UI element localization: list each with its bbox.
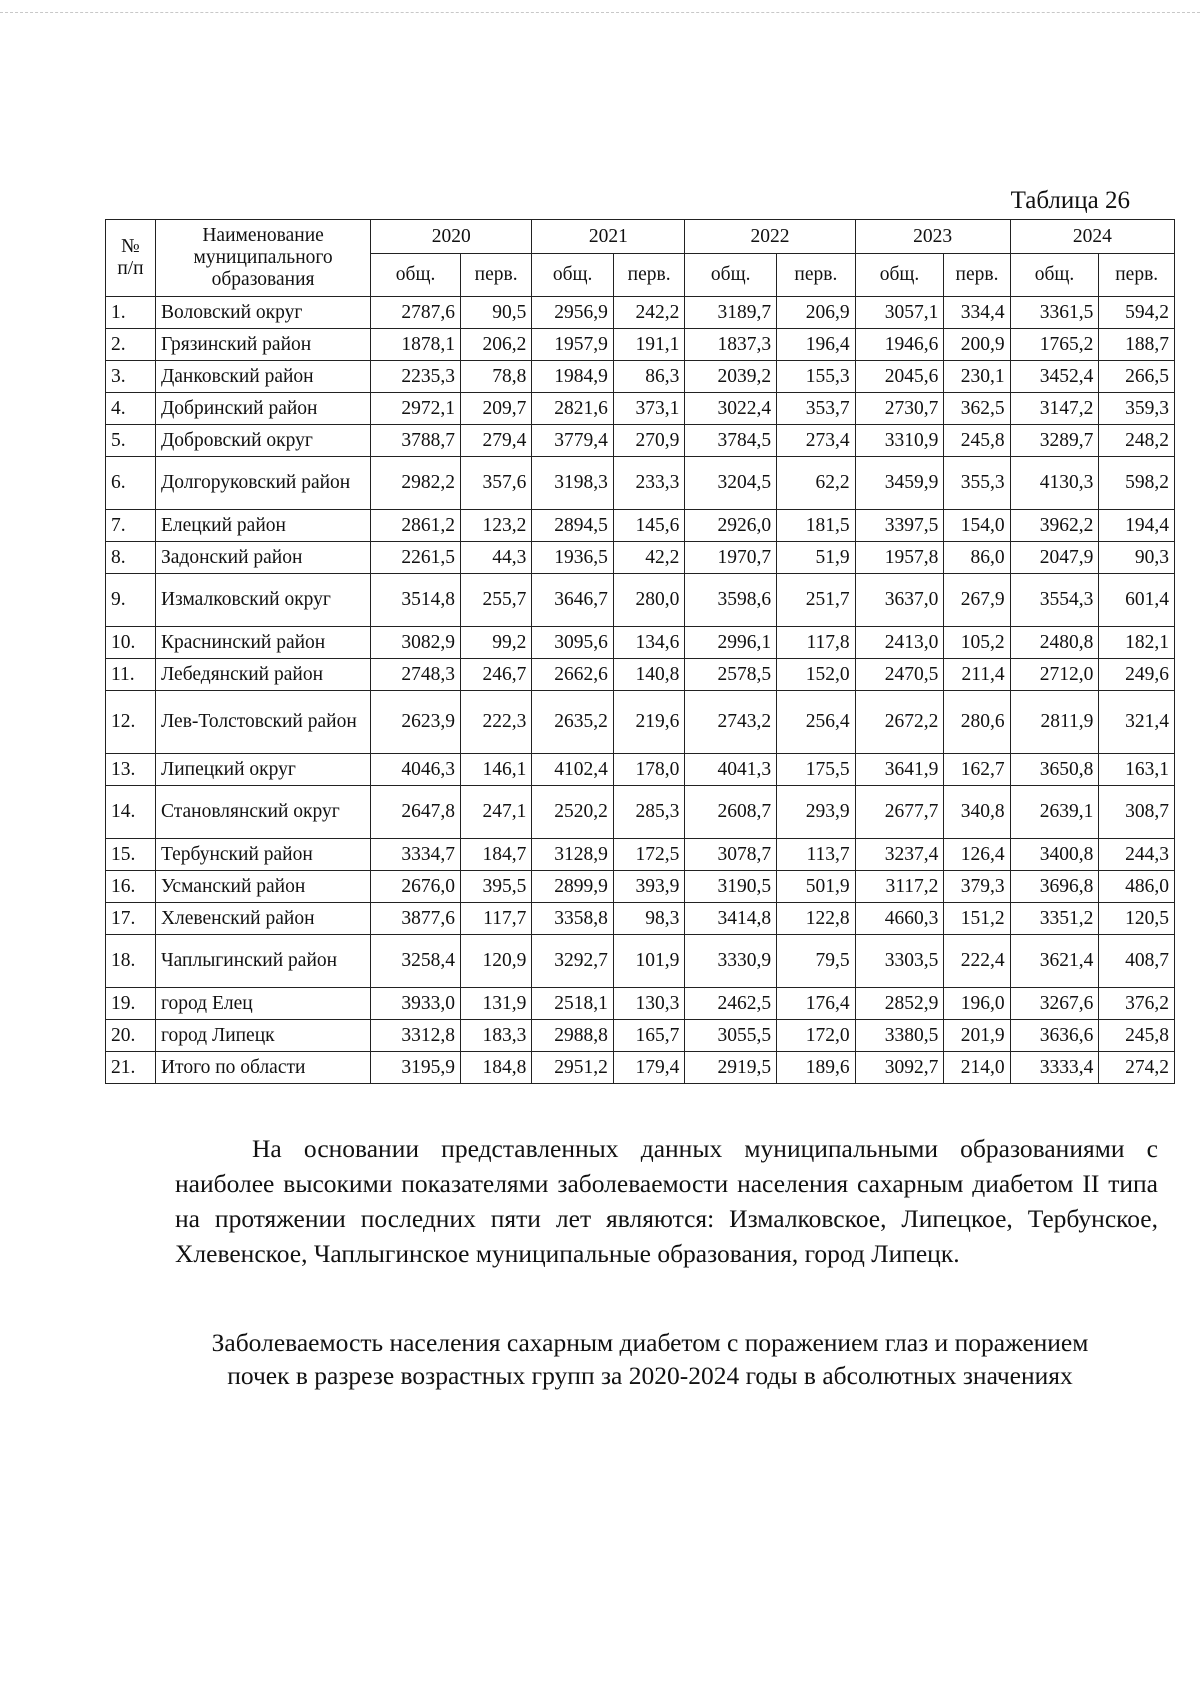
row-number: 19. — [106, 988, 156, 1020]
value-first-2023: 126,4 — [944, 839, 1010, 871]
header-first-2024: перв. — [1099, 254, 1175, 297]
header-total-2022: общ. — [685, 254, 777, 297]
value-total-2022: 2919,5 — [685, 1052, 777, 1084]
value-total-2021: 3358,8 — [532, 903, 614, 935]
header-year-2022: 2022 — [685, 220, 855, 254]
value-total-2020: 2787,6 — [371, 297, 461, 329]
value-total-2021: 2899,9 — [532, 871, 614, 903]
value-first-2022: 79,5 — [777, 935, 856, 988]
value-total-2022: 3189,7 — [685, 297, 777, 329]
value-first-2022: 181,5 — [777, 510, 856, 542]
value-total-2023: 2672,2 — [855, 691, 944, 754]
value-total-2022: 3784,5 — [685, 425, 777, 457]
municipality-name: Становлянский округ — [155, 786, 370, 839]
next-section-heading-line1: Заболеваемость населения сахарным диабетом с поражением глаз и поражением — [211, 1328, 1089, 1357]
value-first-2024: 598,2 — [1099, 457, 1175, 510]
table-caption: Таблица 26 — [1010, 187, 1130, 214]
value-total-2021: 2951,2 — [532, 1052, 614, 1084]
value-total-2024: 3400,8 — [1010, 839, 1099, 871]
value-first-2021: 130,3 — [613, 988, 684, 1020]
value-first-2021: 373,1 — [613, 393, 684, 425]
value-first-2023: 334,4 — [944, 297, 1010, 329]
municipality-name: Добровский округ — [155, 425, 370, 457]
value-total-2024: 2047,9 — [1010, 542, 1099, 574]
header-first-2020: перв. — [460, 254, 531, 297]
header-year-2024: 2024 — [1010, 220, 1174, 254]
value-first-2022: 176,4 — [777, 988, 856, 1020]
value-total-2021: 3646,7 — [532, 574, 614, 627]
value-total-2023: 3459,9 — [855, 457, 944, 510]
value-first-2020: 395,5 — [460, 871, 531, 903]
value-total-2020: 3334,7 — [371, 839, 461, 871]
value-first-2021: 285,3 — [613, 786, 684, 839]
table-row — [106, 627, 1175, 659]
row-number: 4. — [106, 393, 156, 425]
value-total-2021: 2894,5 — [532, 510, 614, 542]
value-first-2023: 355,3 — [944, 457, 1010, 510]
value-first-2020: 117,7 — [460, 903, 531, 935]
table-row — [106, 754, 1175, 786]
header-number: № п/п — [106, 220, 156, 297]
table-row — [106, 361, 1175, 393]
value-total-2024: 3351,2 — [1010, 903, 1099, 935]
value-total-2024: 3650,8 — [1010, 754, 1099, 786]
value-first-2023: 280,6 — [944, 691, 1010, 754]
municipality-name: Долгоруковский район — [155, 457, 370, 510]
municipality-name: город Липецк — [155, 1020, 370, 1052]
value-first-2022: 51,9 — [777, 542, 856, 574]
value-total-2022: 2996,1 — [685, 627, 777, 659]
municipality-name: Елецкий район — [155, 510, 370, 542]
row-number: 17. — [106, 903, 156, 935]
value-total-2021: 1957,9 — [532, 329, 614, 361]
value-total-2023: 1946,6 — [855, 329, 944, 361]
value-first-2023: 211,4 — [944, 659, 1010, 691]
value-total-2024: 3289,7 — [1010, 425, 1099, 457]
value-total-2022: 4041,3 — [685, 754, 777, 786]
value-total-2022: 3330,9 — [685, 935, 777, 988]
value-first-2022: 206,9 — [777, 297, 856, 329]
table-row — [106, 542, 1175, 574]
row-number: 8. — [106, 542, 156, 574]
row-number: 1. — [106, 297, 156, 329]
value-total-2020: 3877,6 — [371, 903, 461, 935]
value-total-2022: 2039,2 — [685, 361, 777, 393]
header-first-2021: перв. — [613, 254, 684, 297]
municipality-name: Краснинский район — [155, 627, 370, 659]
value-total-2022: 3204,5 — [685, 457, 777, 510]
value-total-2022: 3598,6 — [685, 574, 777, 627]
header-first-2022: перв. — [777, 254, 856, 297]
value-total-2021: 2520,2 — [532, 786, 614, 839]
value-first-2024: 266,5 — [1099, 361, 1175, 393]
table-row — [106, 935, 1175, 988]
value-first-2024: 601,4 — [1099, 574, 1175, 627]
value-first-2024: 90,3 — [1099, 542, 1175, 574]
value-first-2021: 145,6 — [613, 510, 684, 542]
row-number: 14. — [106, 786, 156, 839]
value-total-2022: 2926,0 — [685, 510, 777, 542]
municipality-name: Измалковский округ — [155, 574, 370, 627]
municipality-name: Данковский район — [155, 361, 370, 393]
value-first-2021: 179,4 — [613, 1052, 684, 1084]
value-total-2020: 2676,0 — [371, 871, 461, 903]
value-first-2023: 201,9 — [944, 1020, 1010, 1052]
value-first-2024: 486,0 — [1099, 871, 1175, 903]
conclusion-paragraph: На основании представленных данных муниципальными образованиями с наиболее высокими показателями заболеваемости населения сахарным диабетом II типа на протяжении последних пяти лет являются: Измалковское, Липецкое, Тербунское, Хлевенское, Чаплыгинское муниципальные образования, город Липецк. — [175, 1134, 1158, 1268]
value-total-2020: 2748,3 — [371, 659, 461, 691]
value-total-2022: 2578,5 — [685, 659, 777, 691]
value-total-2020: 3258,4 — [371, 935, 461, 988]
next-section-heading-line2: почек в разрезе возрастных групп за 2020-2024 годы в абсолютных значениях — [227, 1361, 1073, 1390]
header-year-2021: 2021 — [532, 220, 685, 254]
municipality-name: Воловский округ — [155, 297, 370, 329]
value-first-2021: 191,1 — [613, 329, 684, 361]
value-first-2024: 594,2 — [1099, 297, 1175, 329]
table-row — [106, 574, 1175, 627]
row-number: 20. — [106, 1020, 156, 1052]
value-first-2021: 98,3 — [613, 903, 684, 935]
row-number: 9. — [106, 574, 156, 627]
header-year-2020: 2020 — [371, 220, 532, 254]
value-total-2021: 4102,4 — [532, 754, 614, 786]
value-first-2021: 178,0 — [613, 754, 684, 786]
value-total-2022: 3055,5 — [685, 1020, 777, 1052]
value-first-2021: 165,7 — [613, 1020, 684, 1052]
value-total-2023: 2852,9 — [855, 988, 944, 1020]
value-first-2020: 209,7 — [460, 393, 531, 425]
value-total-2021: 2821,6 — [532, 393, 614, 425]
value-first-2020: 246,7 — [460, 659, 531, 691]
value-total-2020: 3514,8 — [371, 574, 461, 627]
municipality-name: Итого по области — [155, 1052, 370, 1084]
value-total-2023: 3092,7 — [855, 1052, 944, 1084]
value-first-2023: 154,0 — [944, 510, 1010, 542]
value-total-2020: 2861,2 — [371, 510, 461, 542]
value-total-2020: 2261,5 — [371, 542, 461, 574]
value-first-2023: 214,0 — [944, 1052, 1010, 1084]
header-total-2023: общ. — [855, 254, 944, 297]
value-total-2020: 4046,3 — [371, 754, 461, 786]
value-first-2020: 183,3 — [460, 1020, 531, 1052]
value-first-2022: 122,8 — [777, 903, 856, 935]
value-first-2024: 245,8 — [1099, 1020, 1175, 1052]
value-first-2022: 273,4 — [777, 425, 856, 457]
value-total-2021: 3292,7 — [532, 935, 614, 988]
value-first-2021: 242,2 — [613, 297, 684, 329]
value-first-2020: 44,3 — [460, 542, 531, 574]
value-total-2024: 4130,3 — [1010, 457, 1099, 510]
value-first-2020: 255,7 — [460, 574, 531, 627]
value-first-2024: 376,2 — [1099, 988, 1175, 1020]
value-first-2023: 267,9 — [944, 574, 1010, 627]
value-first-2020: 78,8 — [460, 361, 531, 393]
value-first-2023: 105,2 — [944, 627, 1010, 659]
value-total-2020: 2623,9 — [371, 691, 461, 754]
value-first-2024: 248,2 — [1099, 425, 1175, 457]
value-total-2024: 3554,3 — [1010, 574, 1099, 627]
header-total-2020: общ. — [371, 254, 461, 297]
row-number: 12. — [106, 691, 156, 754]
value-first-2021: 233,3 — [613, 457, 684, 510]
value-total-2023: 4660,3 — [855, 903, 944, 935]
municipality-name: Липецкий округ — [155, 754, 370, 786]
value-first-2020: 247,1 — [460, 786, 531, 839]
table-row — [106, 786, 1175, 839]
value-first-2022: 196,4 — [777, 329, 856, 361]
municipality-name: Грязинский район — [155, 329, 370, 361]
value-first-2020: 184,8 — [460, 1052, 531, 1084]
value-first-2023: 196,0 — [944, 988, 1010, 1020]
value-total-2020: 1878,1 — [371, 329, 461, 361]
value-total-2023: 1957,8 — [855, 542, 944, 574]
value-first-2022: 251,7 — [777, 574, 856, 627]
value-first-2021: 134,6 — [613, 627, 684, 659]
value-total-2023: 3310,9 — [855, 425, 944, 457]
value-total-2021: 2662,6 — [532, 659, 614, 691]
table-row — [106, 691, 1175, 754]
value-total-2022: 3022,4 — [685, 393, 777, 425]
value-total-2022: 1970,7 — [685, 542, 777, 574]
value-first-2022: 353,7 — [777, 393, 856, 425]
value-total-2024: 3361,5 — [1010, 297, 1099, 329]
municipality-name: Добринский район — [155, 393, 370, 425]
value-first-2024: 188,7 — [1099, 329, 1175, 361]
value-first-2020: 279,4 — [460, 425, 531, 457]
table-row — [106, 1020, 1175, 1052]
value-total-2024: 2811,9 — [1010, 691, 1099, 754]
header-first-2023: перв. — [944, 254, 1010, 297]
value-total-2023: 3637,0 — [855, 574, 944, 627]
value-first-2024: 274,2 — [1099, 1052, 1175, 1084]
value-first-2022: 152,0 — [777, 659, 856, 691]
value-total-2020: 2235,3 — [371, 361, 461, 393]
value-first-2021: 101,9 — [613, 935, 684, 988]
value-first-2022: 175,5 — [777, 754, 856, 786]
municipality-name: Задонский район — [155, 542, 370, 574]
header-year-2023: 2023 — [855, 220, 1010, 254]
row-number: 11. — [106, 659, 156, 691]
table-row — [106, 510, 1175, 542]
value-total-2020: 3195,9 — [371, 1052, 461, 1084]
value-total-2022: 3190,5 — [685, 871, 777, 903]
value-total-2023: 3057,1 — [855, 297, 944, 329]
value-total-2020: 2982,2 — [371, 457, 461, 510]
value-first-2024: 408,7 — [1099, 935, 1175, 988]
value-first-2024: 182,1 — [1099, 627, 1175, 659]
value-total-2020: 3788,7 — [371, 425, 461, 457]
value-first-2022: 62,2 — [777, 457, 856, 510]
value-first-2023: 230,1 — [944, 361, 1010, 393]
table-row — [106, 839, 1175, 871]
value-first-2023: 340,8 — [944, 786, 1010, 839]
value-total-2022: 3078,7 — [685, 839, 777, 871]
value-total-2023: 2730,7 — [855, 393, 944, 425]
value-first-2022: 293,9 — [777, 786, 856, 839]
value-total-2023: 2470,5 — [855, 659, 944, 691]
value-total-2022: 2743,2 — [685, 691, 777, 754]
value-total-2021: 1984,9 — [532, 361, 614, 393]
table-row — [106, 988, 1175, 1020]
row-number: 21. — [106, 1052, 156, 1084]
value-first-2022: 113,7 — [777, 839, 856, 871]
value-total-2022: 3414,8 — [685, 903, 777, 935]
value-total-2020: 3082,9 — [371, 627, 461, 659]
value-total-2024: 2639,1 — [1010, 786, 1099, 839]
value-first-2020: 146,1 — [460, 754, 531, 786]
header-name: Наименование муниципального образования — [155, 220, 370, 297]
value-first-2021: 393,9 — [613, 871, 684, 903]
value-first-2024: 321,4 — [1099, 691, 1175, 754]
value-first-2024: 194,4 — [1099, 510, 1175, 542]
value-first-2022: 256,4 — [777, 691, 856, 754]
value-first-2021: 172,5 — [613, 839, 684, 871]
table-row — [106, 903, 1175, 935]
value-first-2023: 162,7 — [944, 754, 1010, 786]
table-row — [106, 871, 1175, 903]
value-first-2021: 219,6 — [613, 691, 684, 754]
value-total-2024: 3621,4 — [1010, 935, 1099, 988]
value-first-2020: 90,5 — [460, 297, 531, 329]
value-total-2024: 2712,0 — [1010, 659, 1099, 691]
table-header — [106, 220, 1175, 297]
value-first-2023: 362,5 — [944, 393, 1010, 425]
value-total-2023: 2677,7 — [855, 786, 944, 839]
value-first-2023: 245,8 — [944, 425, 1010, 457]
value-total-2024: 2480,8 — [1010, 627, 1099, 659]
value-total-2023: 3397,5 — [855, 510, 944, 542]
table-row — [106, 659, 1175, 691]
row-number: 6. — [106, 457, 156, 510]
value-first-2023: 379,3 — [944, 871, 1010, 903]
value-total-2020: 2972,1 — [371, 393, 461, 425]
incidence-table — [105, 219, 1175, 1084]
value-first-2024: 244,3 — [1099, 839, 1175, 871]
value-total-2024: 3267,6 — [1010, 988, 1099, 1020]
table-row — [106, 329, 1175, 361]
value-first-2022: 189,6 — [777, 1052, 856, 1084]
value-first-2020: 123,2 — [460, 510, 531, 542]
value-total-2020: 3312,8 — [371, 1020, 461, 1052]
value-total-2023: 2045,6 — [855, 361, 944, 393]
row-number: 5. — [106, 425, 156, 457]
value-first-2021: 280,0 — [613, 574, 684, 627]
value-first-2020: 222,3 — [460, 691, 531, 754]
value-first-2022: 155,3 — [777, 361, 856, 393]
value-total-2023: 3237,4 — [855, 839, 944, 871]
value-total-2024: 3452,4 — [1010, 361, 1099, 393]
next-section-heading — [150, 1326, 1150, 1392]
row-number: 15. — [106, 839, 156, 871]
value-first-2022: 501,9 — [777, 871, 856, 903]
header-total-2024: общ. — [1010, 254, 1099, 297]
value-total-2023: 3117,2 — [855, 871, 944, 903]
municipality-name: Хлевенский район — [155, 903, 370, 935]
row-number: 3. — [106, 361, 156, 393]
value-total-2021: 3779,4 — [532, 425, 614, 457]
value-total-2020: 2647,8 — [371, 786, 461, 839]
value-first-2021: 86,3 — [613, 361, 684, 393]
row-number: 16. — [106, 871, 156, 903]
value-total-2021: 1936,5 — [532, 542, 614, 574]
value-total-2022: 2608,7 — [685, 786, 777, 839]
value-first-2024: 308,7 — [1099, 786, 1175, 839]
value-total-2021: 2635,2 — [532, 691, 614, 754]
row-number: 18. — [106, 935, 156, 988]
value-total-2024: 3636,6 — [1010, 1020, 1099, 1052]
value-total-2024: 3962,2 — [1010, 510, 1099, 542]
value-total-2023: 3303,5 — [855, 935, 944, 988]
value-first-2021: 42,2 — [613, 542, 684, 574]
value-first-2024: 359,3 — [1099, 393, 1175, 425]
value-first-2020: 99,2 — [460, 627, 531, 659]
value-first-2024: 163,1 — [1099, 754, 1175, 786]
value-total-2024: 1765,2 — [1010, 329, 1099, 361]
value-first-2023: 200,9 — [944, 329, 1010, 361]
value-total-2023: 2413,0 — [855, 627, 944, 659]
value-total-2024: 3333,4 — [1010, 1052, 1099, 1084]
value-first-2020: 120,9 — [460, 935, 531, 988]
value-first-2021: 270,9 — [613, 425, 684, 457]
table-row — [106, 393, 1175, 425]
value-total-2021: 3095,6 — [532, 627, 614, 659]
value-total-2022: 1837,3 — [685, 329, 777, 361]
value-total-2021: 2518,1 — [532, 988, 614, 1020]
municipality-name: Тербунский район — [155, 839, 370, 871]
value-first-2020: 131,9 — [460, 988, 531, 1020]
table-row — [106, 297, 1175, 329]
value-first-2024: 120,5 — [1099, 903, 1175, 935]
table-row — [106, 457, 1175, 510]
municipality-name: Усманский район — [155, 871, 370, 903]
value-first-2022: 117,8 — [777, 627, 856, 659]
value-first-2020: 357,6 — [460, 457, 531, 510]
municipality-name: Лев-Толстовский район — [155, 691, 370, 754]
value-total-2023: 3641,9 — [855, 754, 944, 786]
value-total-2024: 3696,8 — [1010, 871, 1099, 903]
table-row — [106, 425, 1175, 457]
value-first-2023: 86,0 — [944, 542, 1010, 574]
value-first-2021: 140,8 — [613, 659, 684, 691]
row-number: 13. — [106, 754, 156, 786]
row-number: 10. — [106, 627, 156, 659]
row-number: 7. — [106, 510, 156, 542]
table-body — [106, 297, 1175, 1084]
row-number: 2. — [106, 329, 156, 361]
value-first-2024: 249,6 — [1099, 659, 1175, 691]
scan-top-rule — [0, 12, 1200, 13]
value-first-2020: 206,2 — [460, 329, 531, 361]
header-total-2021: общ. — [532, 254, 614, 297]
table-row — [106, 1052, 1175, 1084]
municipality-name: Чаплыгинский район — [155, 935, 370, 988]
value-first-2023: 151,2 — [944, 903, 1010, 935]
value-first-2022: 172,0 — [777, 1020, 856, 1052]
value-first-2020: 184,7 — [460, 839, 531, 871]
value-total-2021: 3198,3 — [532, 457, 614, 510]
value-total-2024: 3147,2 — [1010, 393, 1099, 425]
value-total-2021: 2988,8 — [532, 1020, 614, 1052]
value-total-2021: 2956,9 — [532, 297, 614, 329]
municipality-name: город Елец — [155, 988, 370, 1020]
value-total-2020: 3933,0 — [371, 988, 461, 1020]
value-total-2021: 3128,9 — [532, 839, 614, 871]
value-total-2022: 2462,5 — [685, 988, 777, 1020]
municipality-name: Лебедянский район — [155, 659, 370, 691]
value-total-2023: 3380,5 — [855, 1020, 944, 1052]
value-first-2023: 222,4 — [944, 935, 1010, 988]
